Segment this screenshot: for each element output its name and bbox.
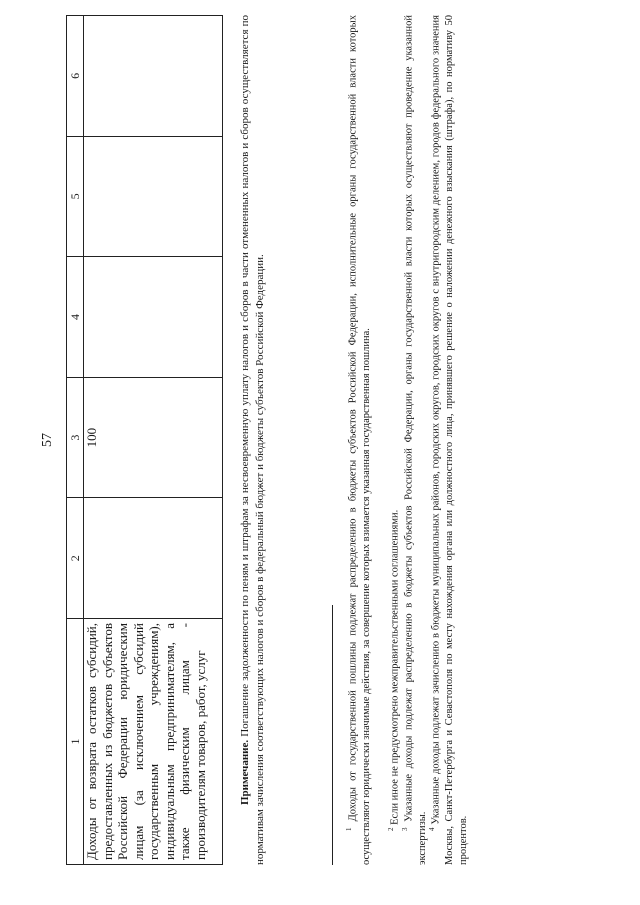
footnote-3-text: Указанные доходы подлежат распределению в бюджеты субъектов Российской Федерации, органы государственной власти которых осуществляют проведение указанной экспертизы. xyxy=(403,15,428,865)
header-cell-6: 6 xyxy=(67,16,84,137)
note-paragraph xyxy=(238,15,267,865)
page-number: 57 xyxy=(40,433,55,447)
row-description: Доходы от возврата остатков субсидий, предоставленных из бюджетов субъектов Российской Федерации юридическим лицам (за исключением субсидий государственным учреждениям), индивидуальным предпринимателям, а также физическим лицам - производителям товаров, работ, услуг xyxy=(84,619,223,865)
row-col2 xyxy=(84,498,223,619)
footnote-1-mark: 1 xyxy=(345,827,353,831)
header-cell-1: 1 xyxy=(67,619,84,865)
footnote-3-mark: 3 xyxy=(401,827,409,831)
row-col6 xyxy=(84,16,223,137)
footnote-3 xyxy=(399,15,430,865)
header-cell-2: 2 xyxy=(67,498,84,619)
footnote-1-text: Доходы от государственной пошлины подлежат распределению в бюджеты субъектов Российской Федерации, исполнительные органы государственной власти которых осуществляют юридически значимые действия, за совершение которых взимается указанная государственная пошлина. xyxy=(347,15,372,865)
table-header-row xyxy=(67,16,84,865)
footnote-1 xyxy=(343,15,374,865)
revenue-table xyxy=(66,15,223,865)
header-cell-4: 4 xyxy=(67,257,84,378)
footnote-2-text: Если иное не предусмотрено межправительственными соглашениями. xyxy=(389,509,401,828)
footnote-4-mark: 4 xyxy=(428,827,436,831)
footnote-separator xyxy=(332,605,333,865)
footnote-4-text: Указанные доходы подлежат зачислению в бюджеты муниципальных районов, городских округов, городских округов с внутригородским делением, городов федерального значения Москвы, Санкт-Петербурга и Севастополя по месту нахождения органа или должностного лица, принявшего решение о наложении денежного взыскания (штрафа), по нормативу 50 процентов. xyxy=(430,15,469,865)
table-row xyxy=(84,16,223,865)
note-text: Погашение задолженности по пеням и штрафам за несвоевременную уплату налогов и сборов в части отмененных налогов и сборов осуществляется по нормативам зачисления соответствующих налогов и сборов в федеральный бюджет и бюджеты субъектов Российской Федерации. xyxy=(239,15,266,865)
row-col4 xyxy=(84,257,223,378)
row-col5 xyxy=(84,136,223,257)
footnote-2-mark: 2 xyxy=(387,827,395,831)
header-cell-3: 3 xyxy=(67,377,84,498)
document-page xyxy=(40,15,600,865)
footnote-4 xyxy=(426,15,470,865)
header-cell-5: 5 xyxy=(67,136,84,257)
note-label: Примечание. xyxy=(239,739,251,805)
row-col3-value: 100 xyxy=(84,377,223,498)
